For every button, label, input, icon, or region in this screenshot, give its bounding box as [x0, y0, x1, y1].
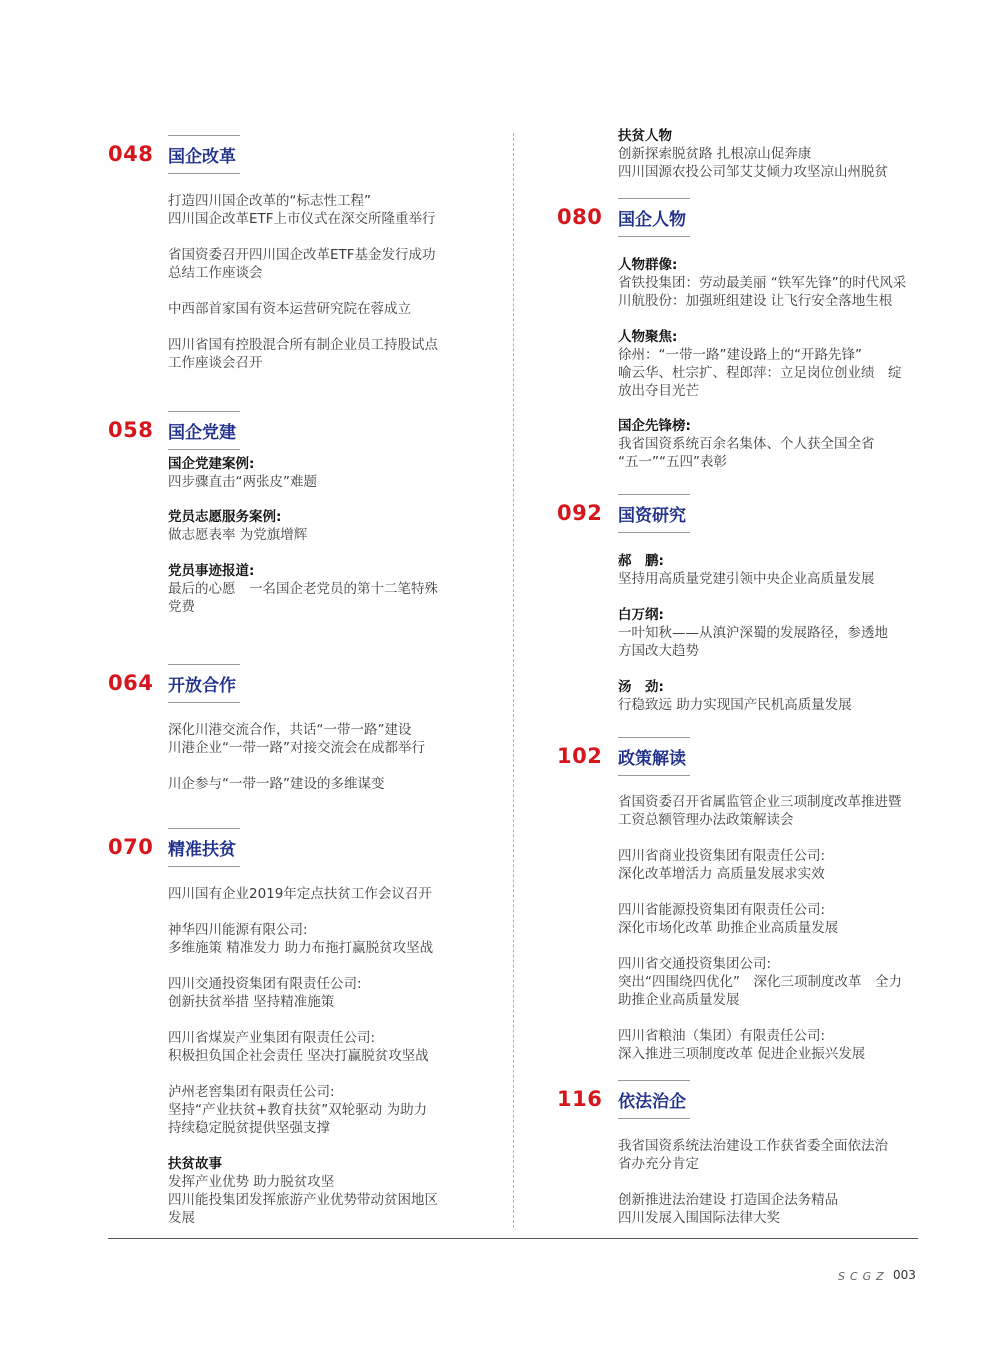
entry-line: 发展: [168, 1210, 195, 1226]
entry-line: 工作座谈会召开: [168, 355, 263, 371]
entry-line: 神华四川能源有限公司:: [168, 922, 308, 938]
entry-line: 一叶知秋——从滇沪深蜀的发展路径，参透地: [618, 625, 888, 641]
toc-entry[interactable]: [168, 1029, 429, 1065]
entry-subheading: 党员事迹报道:: [168, 563, 255, 579]
entry-line: 深化市场化改革 助推企业高质量发展: [618, 920, 839, 936]
entry-line: 四川国有企业2019年定点扶贫工作会议召开: [168, 886, 432, 902]
toc-entry[interactable]: [168, 336, 438, 372]
toc-entry[interactable]: [618, 606, 888, 660]
entry-line: 中西部首家国有资本运营研究院在蓉成立: [168, 301, 411, 317]
entry-line: 泸州老窖集团有限责任公司:: [168, 1084, 335, 1100]
entry-line: 发挥产业优势 助力脱贫攻坚: [168, 1174, 335, 1190]
entry-line: 深化川港交流合作，共话“一带一路”建设: [168, 722, 412, 738]
entry-line: 放出夺目光芒: [618, 383, 699, 399]
section-title[interactable]: 国企人物: [618, 198, 690, 237]
entry-subheading: 汤 劲:: [618, 679, 664, 695]
entry-subheading: 国企党建案例:: [168, 456, 255, 472]
entry-line: 深入推进三项制度改革 促进企业振兴发展: [618, 1046, 866, 1062]
section-title[interactable]: 国企党建: [168, 411, 240, 450]
entry-line: 助推企业高质量发展: [618, 992, 740, 1008]
toc-entry[interactable]: [168, 1083, 427, 1137]
entry-line: 坚持用高质量党建引领中央企业高质量发展: [618, 571, 875, 587]
toc-entry[interactable]: [618, 417, 875, 471]
entry-subheading: 郝 鹏:: [618, 553, 664, 569]
entry-line: 创新探索脱贫路 扎根凉山促奔康: [618, 146, 812, 162]
toc-entry[interactable]: [168, 192, 436, 228]
entry-line: “五一”“五四”表彰: [618, 454, 727, 470]
toc-entry[interactable]: [618, 127, 888, 181]
entry-line: 川港企业“一带一路”对接交流会在成都举行: [168, 740, 425, 756]
entry-line: 我省国资系统百余名集体、个人获全国全省: [618, 436, 875, 452]
entry-line: 深化改革增活力 高质量发展求实效: [618, 866, 825, 882]
toc-entry[interactable]: [168, 1155, 438, 1227]
section-number[interactable]: 048: [108, 142, 154, 166]
entry-line: 总结工作座谈会: [168, 265, 263, 281]
footer-rule: [108, 1238, 918, 1239]
entry-line: 四川省商业投资集团有限责任公司:: [618, 848, 826, 864]
entry-line: 方国改大趋势: [618, 643, 699, 659]
section-title[interactable]: 政策解读: [618, 737, 690, 776]
entry-line: 省办充分肯定: [618, 1156, 699, 1172]
section-number[interactable]: 080: [557, 205, 603, 229]
entry-line: 四步骤直击“两张皮”难题: [168, 474, 317, 490]
toc-entry[interactable]: [618, 678, 852, 714]
toc-entry[interactable]: [618, 256, 906, 310]
entry-line: 徐州：“一带一路”建设路上的“开路先锋”: [618, 347, 862, 363]
entry-line: 四川国源农投公司邹艾艾倾力攻坚凉山州脱贫: [618, 164, 888, 180]
entry-subheading: 人物聚焦:: [618, 329, 678, 345]
entry-line: 多维施策 精准发力 助力布拖打赢脱贫攻坚战: [168, 940, 434, 956]
toc-entry[interactable]: [168, 455, 317, 491]
entry-line: 创新推进法治建设 打造国企法务精品: [618, 1192, 839, 1208]
entry-line: 喻云华、杜宗扩、程郎萍：立足岗位创业绩 绽: [618, 365, 902, 381]
entry-line: 创新扶贫举措 坚持精准施策: [168, 994, 335, 1010]
toc-entry[interactable]: [618, 1191, 838, 1227]
entry-line: 坚持“产业扶贫+教育扶贫”双轮驱动 为助力: [168, 1102, 428, 1118]
section-number[interactable]: 102: [557, 744, 603, 768]
section-number[interactable]: 116: [557, 1087, 603, 1111]
section-title[interactable]: 依法治企: [618, 1080, 690, 1119]
toc-entry[interactable]: [168, 300, 411, 318]
toc-entry[interactable]: [168, 246, 436, 282]
toc-entry[interactable]: [168, 508, 307, 544]
entry-subheading: 扶贫人物: [618, 128, 672, 144]
entry-line: 川企参与“一带一路”建设的多维谋变: [168, 776, 385, 792]
section-number[interactable]: 058: [108, 418, 154, 442]
section-title[interactable]: 国资研究: [618, 494, 690, 533]
section-number[interactable]: 064: [108, 671, 154, 695]
entry-line: 最后的心愿 一名国企老党员的第十二笔特殊: [168, 581, 438, 597]
toc-entry[interactable]: [618, 1137, 888, 1173]
entry-line: 四川交通投资集团有限责任公司:: [168, 976, 362, 992]
entry-subheading: 人物群像:: [618, 257, 678, 273]
entry-line: 省国资委召开省属监管企业三项制度改革推进暨: [618, 794, 902, 810]
section-number[interactable]: 070: [108, 835, 154, 859]
entry-line: 省国资委召开四川国企改革ETF基金发行成功: [168, 247, 436, 263]
entry-line: 工资总额管理办法政策解读会: [618, 812, 794, 828]
toc-entry[interactable]: [618, 552, 875, 588]
section-title[interactable]: 精准扶贫: [168, 828, 240, 867]
entry-subheading: 党员志愿服务案例:: [168, 509, 282, 525]
section-number[interactable]: 092: [557, 501, 603, 525]
toc-entry[interactable]: [168, 562, 438, 616]
entry-line: 持续稳定脱贫提供坚强支撑: [168, 1120, 330, 1136]
toc-entry[interactable]: [168, 721, 425, 757]
toc-entry[interactable]: [168, 775, 385, 793]
entry-line: 行稳致远 助力实现国产民机高质量发展: [618, 697, 852, 713]
section-title[interactable]: 国企改革: [168, 135, 240, 174]
entry-line: 四川能投集团发挥旅游产业优势带动贫困地区: [168, 1192, 438, 1208]
entry-line: 省铁投集团：劳动最美丽 “铁军先锋”的时代风采: [618, 275, 907, 291]
entry-line: 四川省煤炭产业集团有限责任公司:: [168, 1030, 376, 1046]
section-title[interactable]: 开放合作: [168, 664, 240, 703]
entry-line: 党费: [168, 599, 195, 615]
page-number: 003: [893, 1268, 916, 1282]
entry-line: 四川省粮油（集团）有限责任公司:: [618, 1028, 826, 1044]
entry-line: 四川发展入围国际法律大奖: [618, 1210, 780, 1226]
toc-entry[interactable]: [618, 955, 902, 1009]
entry-line: 做志愿表率 为党旗增辉: [168, 527, 308, 543]
entry-line: 四川国企改革ETF上市仪式在深交所隆重举行: [168, 211, 436, 227]
entry-line: 突出“四围绕四优化” 深化三项制度改革 全力: [618, 974, 902, 990]
toc-entry[interactable]: [168, 885, 432, 903]
toc-entry[interactable]: [618, 901, 838, 937]
toc-entry[interactable]: [168, 921, 433, 957]
column-divider: [513, 133, 514, 1228]
toc-entry[interactable]: [618, 847, 825, 883]
entry-line: 四川省交通投资集团公司:: [618, 956, 772, 972]
entry-line: 打造四川国企改革的“标志性工程”: [168, 193, 371, 209]
entry-line: 四川省国有控股混合所有制企业员工持股试点: [168, 337, 438, 353]
toc-entry[interactable]: [618, 1027, 865, 1063]
entry-line: 积极担负国企社会责任 坚决打赢脱贫攻坚战: [168, 1048, 429, 1064]
entry-subheading: 扶贫故事: [168, 1156, 222, 1172]
entry-subheading: 国企先锋榜:: [618, 418, 691, 434]
entry-line: 川航股份：加强班组建设 让飞行安全落地生根: [618, 293, 893, 309]
toc-entry[interactable]: [618, 793, 902, 829]
entry-line: 我省国资系统法治建设工作获省委全面依法治: [618, 1138, 888, 1154]
entry-line: 四川省能源投资集团有限责任公司:: [618, 902, 826, 918]
toc-entry[interactable]: [618, 328, 902, 400]
toc-entry[interactable]: [168, 975, 362, 1011]
entry-subheading: 白万纲:: [618, 607, 664, 623]
magazine-mark: SCGZ: [838, 1270, 889, 1283]
